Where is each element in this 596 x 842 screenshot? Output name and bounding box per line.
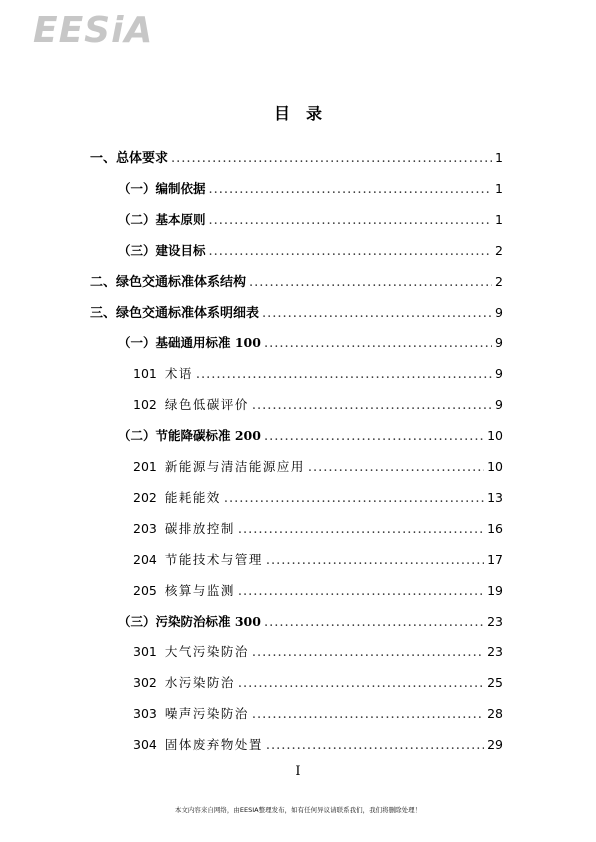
eesia-logo: EESiA <box>33 10 154 51</box>
toc-entry-label <box>133 672 235 694</box>
toc-entry-label: 三、绿色交通标准体系明细表 <box>90 305 260 321</box>
toc-entry-page: 23 <box>487 644 503 660</box>
dot-leader <box>262 303 492 325</box>
dot-leader <box>252 704 484 726</box>
toc-entry[interactable] <box>118 240 503 262</box>
toc-entry[interactable] <box>118 178 503 200</box>
toc-entry-label <box>133 518 235 540</box>
dot-leader <box>266 735 484 757</box>
dot-leader <box>196 364 492 386</box>
toc-entry[interactable] <box>118 209 503 231</box>
toc-entry-label: 二、绿色交通标准体系结构 <box>90 274 247 290</box>
toc-entry-label: 一、总体要求 <box>90 151 169 166</box>
toc-entry-label <box>133 641 249 663</box>
toc-entry-label: （一）编制依据 <box>118 180 206 196</box>
toc-entry-text: 能耗能效 <box>164 489 221 505</box>
toc-entry-label: （一）基础通用标准 100 <box>118 335 261 351</box>
toc-entry-page: 1 <box>495 211 503 227</box>
dot-leader <box>238 519 484 541</box>
dot-leader <box>238 673 484 695</box>
toc-entry-label: （三）建设目标 <box>118 242 206 258</box>
toc-entry-code: 303 <box>133 706 157 722</box>
toc-entry-code: 202 <box>133 489 157 505</box>
dot-leader <box>264 612 484 634</box>
toc-entry-page: 13 <box>487 489 503 505</box>
toc-entry[interactable] <box>133 672 503 694</box>
dot-leader <box>171 148 492 170</box>
toc-entry[interactable] <box>133 703 503 725</box>
toc-entry-label <box>133 363 193 385</box>
toc-entry[interactable] <box>90 147 503 169</box>
dot-leader <box>264 426 484 448</box>
toc-entry[interactable] <box>133 580 503 602</box>
toc-entry-text: 大气污染防治 <box>164 644 249 660</box>
toc-entry-code: 302 <box>133 675 157 691</box>
toc-entry-label <box>133 703 249 725</box>
toc-entry-text: 新能源与清洁能源应用 <box>164 459 305 474</box>
toc-entry-code: 101 <box>133 366 157 382</box>
toc-entry-label: （三）污染防治标准 300 <box>118 613 261 629</box>
dot-leader <box>252 395 492 417</box>
toc-entry-page: 17 <box>487 551 503 567</box>
page-number: I <box>295 764 301 779</box>
toc-entry-text: 水污染防治 <box>164 675 235 691</box>
toc-entry[interactable] <box>133 734 503 756</box>
toc-entry-page: 1 <box>495 150 503 165</box>
toc-entry[interactable] <box>133 641 503 663</box>
dot-leader <box>252 642 484 664</box>
toc-entry-code: 102 <box>133 397 157 413</box>
toc-entry-label <box>133 487 221 509</box>
toc-entry-page: 25 <box>487 675 503 691</box>
dot-leader <box>224 488 484 510</box>
toc-entry-text: 节能技术与管理 <box>164 551 263 567</box>
toc-entry-page: 2 <box>495 242 503 258</box>
toc-entry-code: 203 <box>133 520 157 536</box>
toc-entry-page: 19 <box>487 582 503 598</box>
toc-entry-label <box>133 394 249 416</box>
toc-entry[interactable] <box>133 487 503 509</box>
toc-entry-page: 9 <box>495 397 503 413</box>
toc-entry[interactable] <box>118 332 503 354</box>
toc-entry[interactable] <box>90 271 503 293</box>
dot-leader <box>266 550 484 572</box>
toc-entry-code: 205 <box>133 582 157 598</box>
toc-entry[interactable] <box>133 394 503 416</box>
dot-leader <box>264 333 492 355</box>
footer-notice: 本文内容来自网络，由EESIA整理发布，如有任何异议请联系我们，我们将删除处理！ <box>174 806 422 814</box>
toc-entry-text: 术语 <box>164 366 193 382</box>
dot-leader <box>308 457 484 479</box>
toc-entry-label: （二）基本原则 <box>118 211 206 227</box>
toc-entry-label <box>133 734 263 756</box>
toc-entry-text: 绿色低碳评价 <box>164 397 249 413</box>
toc-entry-text: 核算与监测 <box>164 582 235 598</box>
toc-entry-label: （二）节能降碳标准 200 <box>118 428 261 444</box>
toc-entry-label <box>133 456 305 478</box>
toc-entry-page: 1 <box>495 180 503 196</box>
dot-leader <box>209 179 493 201</box>
page-title: 目 录 <box>273 104 322 123</box>
toc-entry-page: 9 <box>495 335 503 351</box>
toc-entry-text: 碳排放控制 <box>164 520 235 536</box>
dot-leader <box>209 210 493 232</box>
toc-entry[interactable] <box>133 518 503 540</box>
toc-entry[interactable] <box>118 425 503 447</box>
dot-leader <box>209 241 493 263</box>
toc-entry-text: 固体废弃物处置 <box>164 737 263 753</box>
toc-entry-page: 10 <box>487 428 503 444</box>
toc-entry-page: 23 <box>487 613 503 629</box>
toc-entry[interactable] <box>133 549 503 571</box>
toc-entry-label <box>133 549 263 571</box>
toc-entry[interactable] <box>133 456 503 478</box>
toc-entry-code: 301 <box>133 644 157 660</box>
toc-entry-page: 9 <box>495 304 503 320</box>
dot-leader <box>249 272 492 294</box>
toc-entry-code: 201 <box>133 459 157 474</box>
toc-entry[interactable] <box>118 611 503 633</box>
toc-entry-page: 29 <box>487 737 503 753</box>
toc-entry-code: 304 <box>133 737 157 753</box>
toc-entry-page: 28 <box>487 706 503 722</box>
toc-entry[interactable] <box>90 302 503 324</box>
toc-entry-page: 10 <box>487 459 503 474</box>
toc-entry-text: 噪声污染防治 <box>164 706 249 722</box>
toc-entry-code: 204 <box>133 551 157 567</box>
toc-entry-page: 2 <box>495 273 503 289</box>
toc-entry[interactable] <box>133 363 503 385</box>
dot-leader <box>238 581 484 603</box>
toc-entry-page: 9 <box>495 366 503 382</box>
toc-entry-page: 16 <box>487 520 503 536</box>
toc-entry-label <box>133 580 235 602</box>
